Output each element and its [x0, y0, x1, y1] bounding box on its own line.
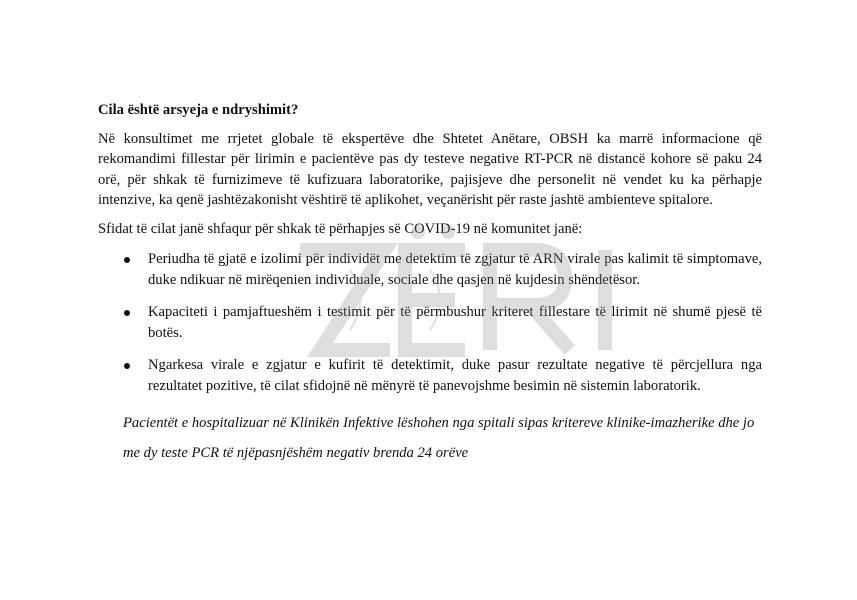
list-item	[98, 355, 762, 396]
list-item	[98, 302, 762, 343]
closing-statement: Pacientët e hospitalizuar në Klinikën Infektive lëshohen nga spitali sipas kritereve klinike-imazherike dhe jo me dy teste PCR të njëpasnjëshëm negativ brenda 24 orëve	[123, 415, 755, 461]
bullet-icon	[124, 257, 130, 263]
list-item-text: Periudha të gjatë e izolimi për individët me detektim të zgjatur të ARN virale pas kalimit të simptomave, duke ndikuar në mirëqenien individuale, sociale dhe qasjen në kujdesin shëndetësor.	[148, 251, 762, 288]
document-body	[98, 100, 762, 468]
section-heading: Cila është arsyeja e ndryshimit?	[98, 102, 299, 118]
bullet-icon	[124, 310, 130, 316]
list-item-text: Ngarkesa virale e zgjatur e kufirit të detektimit, duke pasur rezultate negative të përcjellura nga rezultatet pozitive, të cilat sfidojnë në mënyrë të panevojshme besimin në sistemin laboratorik.	[148, 357, 762, 394]
paragraph-consultations: Në konsultimet me rrjetet globale të ekspertëve dhe Shtetet Anëtare, OBSH ka marrë informacione që rekomandimi fillestar për lirimin e pacientëve pas dy testeve negative RT-PCR në distancë kohore së paku 24 orë, për shkak të furnizimeve të kufizuara laboratorike, pajisjeve dhe personelit në vendet ku ka përhapje intenzive, ka qenë jashtëzakonisht vështirë të aplikohet, veçanërisht për raste jashtë ambienteve spitalore.	[98, 130, 762, 208]
paragraph-challenges-intro: Sfidat të cilat janë shfaqur për shkak të përhapjes së COVID-19 në komunitet janë:	[98, 220, 583, 237]
list-item-text: Kapaciteti i pamjaftueshëm i testimit për të përmbushur kriteret fillestare të lirimit në shumë pjesë të botës.	[148, 304, 762, 341]
challenges-list	[98, 249, 762, 396]
bullet-icon	[124, 363, 130, 369]
list-item	[98, 249, 762, 290]
